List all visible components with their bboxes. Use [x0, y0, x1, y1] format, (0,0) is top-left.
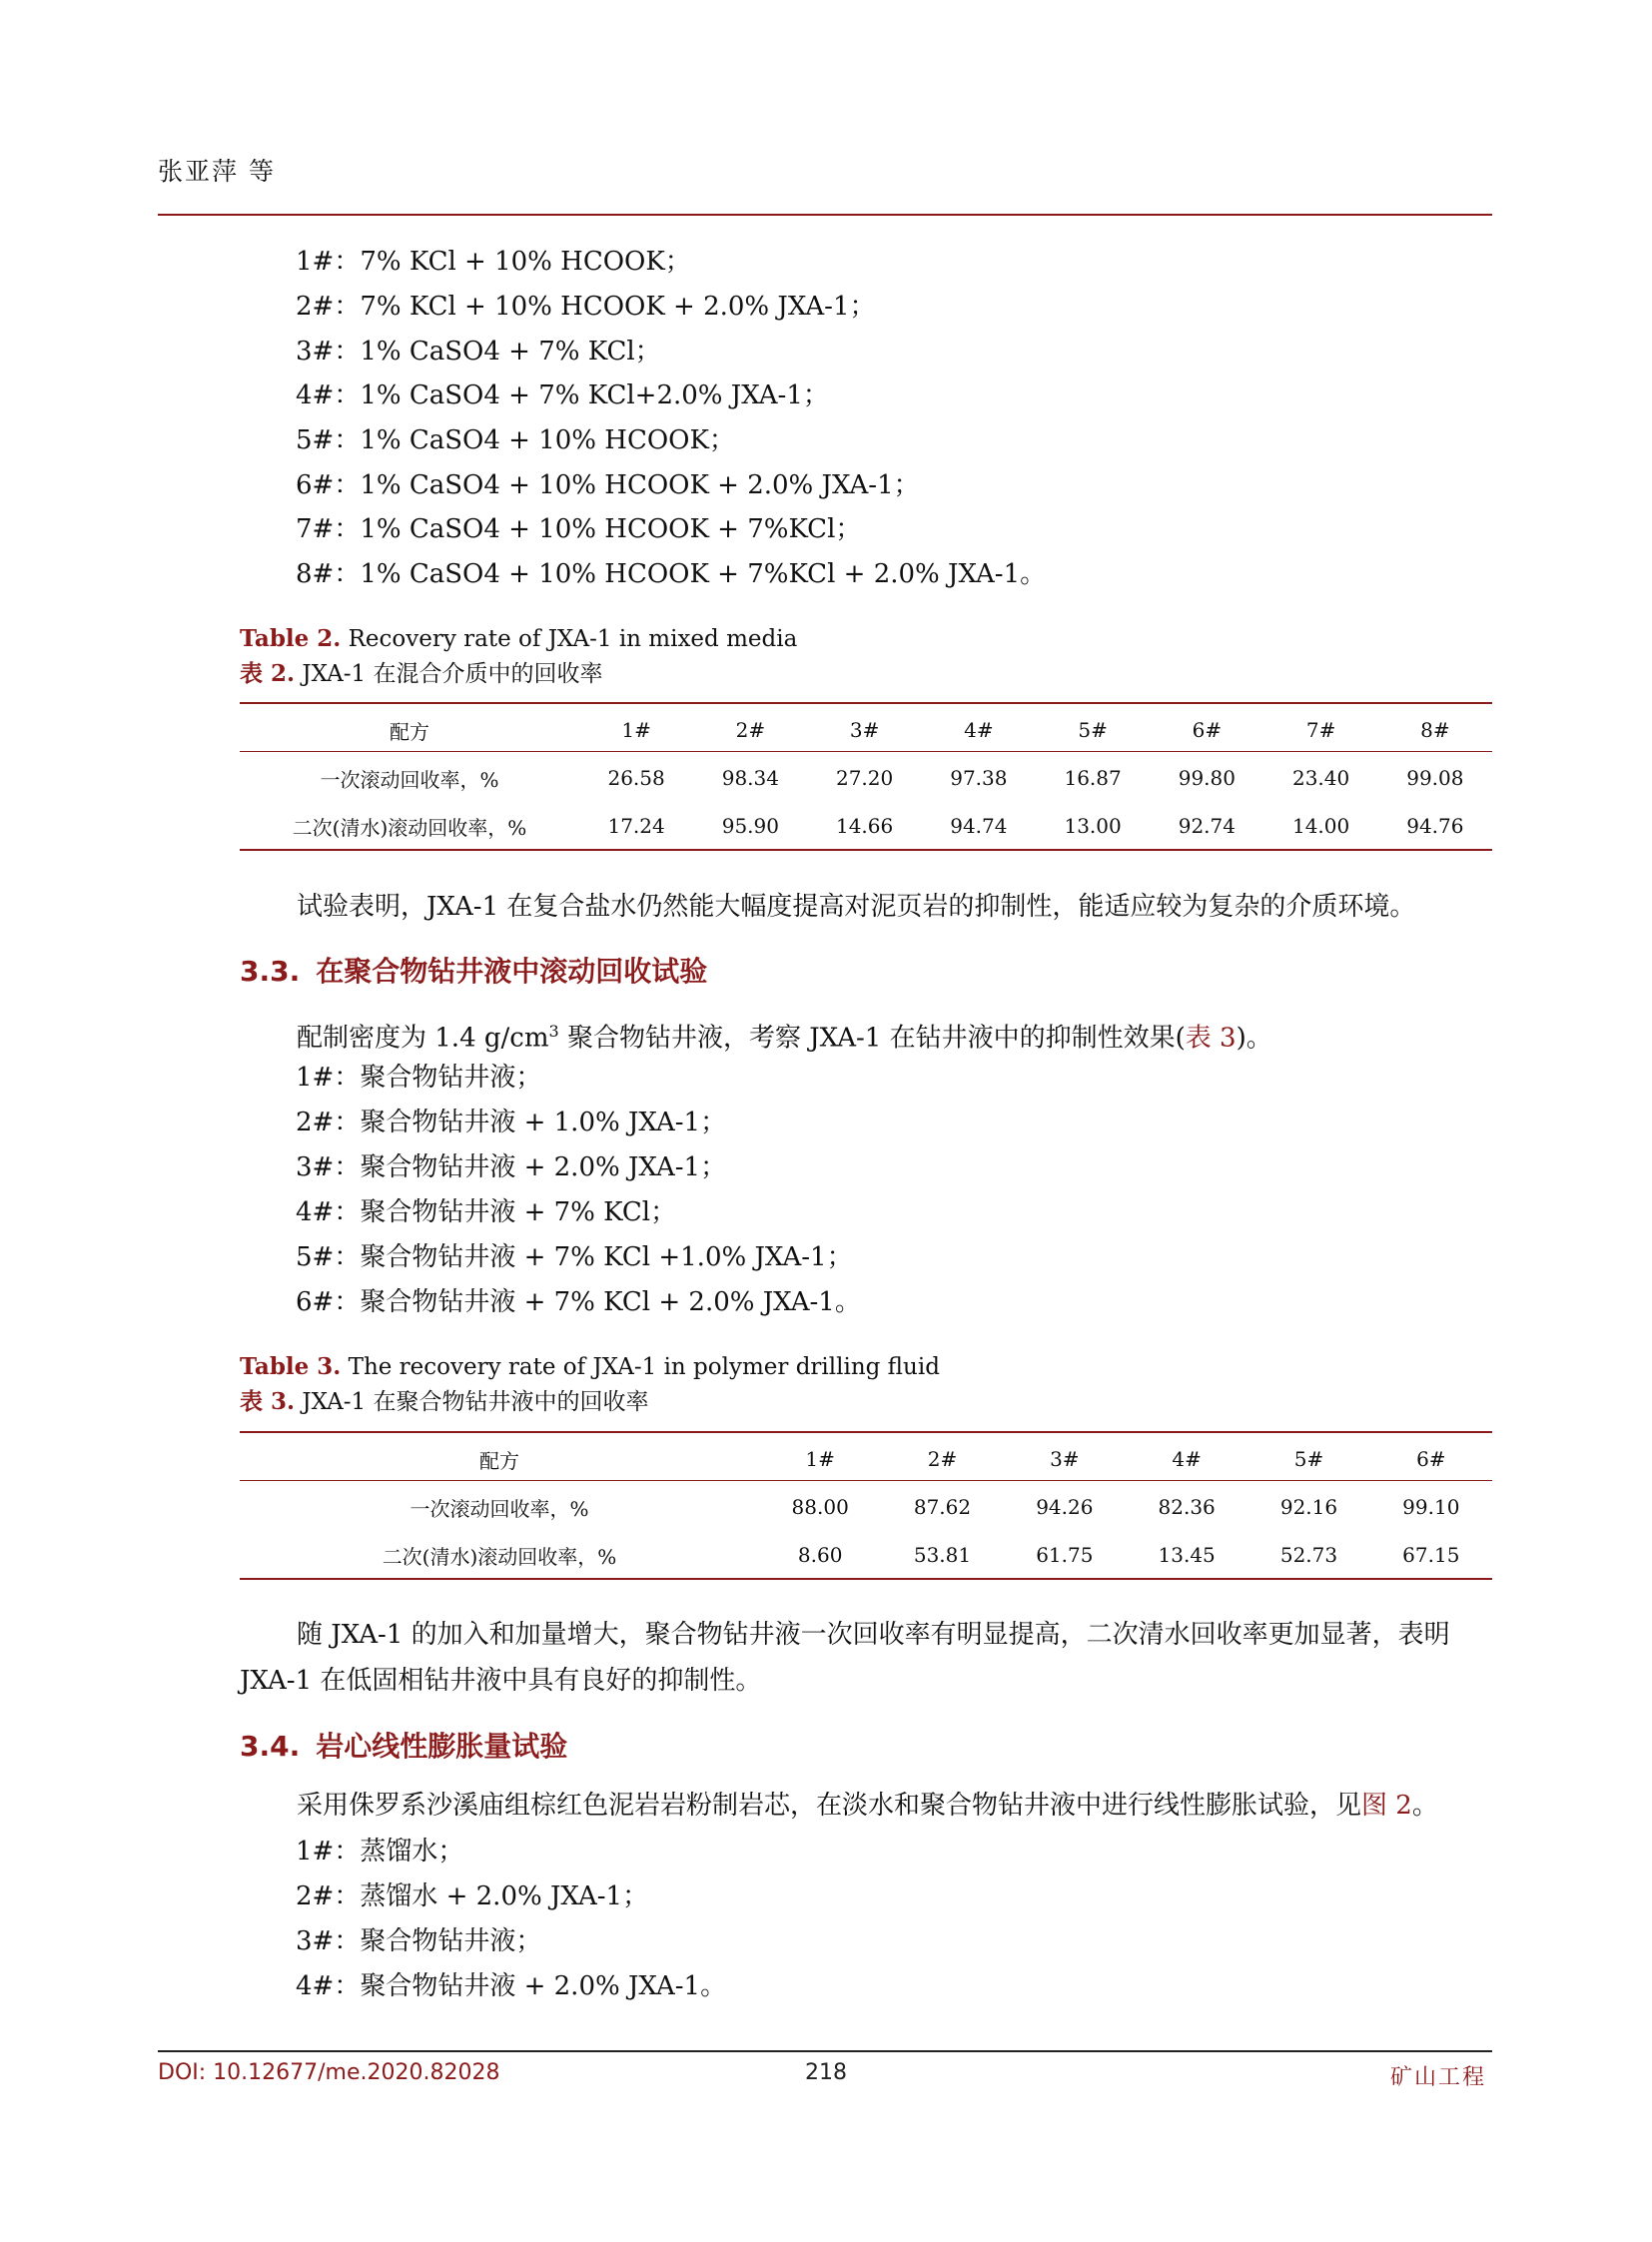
list-item: 1#：7% KCl + 10% HCOOK；	[296, 247, 691, 277]
table-cell: 92.16	[1279, 1495, 1338, 1519]
list-item: 1#：蒸馏水；	[296, 1837, 464, 1867]
list-item: 1#：聚合物钻井液；	[296, 1063, 542, 1093]
table-row	[240, 1535, 1492, 1575]
table-cell: 52.73	[1279, 1543, 1338, 1567]
table-header-cell: 8#	[1420, 718, 1450, 742]
table-row	[240, 1487, 1492, 1527]
table2-header-row	[240, 710, 1492, 750]
table-cell: 88.00	[791, 1495, 849, 1519]
table-header-cell: 5#	[1078, 718, 1108, 742]
table2-header-rule	[240, 751, 1492, 752]
table-cell: 97.38	[950, 766, 1008, 790]
running-header-author: 张亚萍 等	[158, 157, 276, 186]
table-cell: 67.15	[1402, 1543, 1460, 1567]
table-cell: 23.40	[1291, 766, 1350, 790]
table-cell: 99.80	[1178, 766, 1236, 790]
table-header-cell: 6#	[1192, 718, 1223, 742]
section-heading-3-3	[240, 950, 707, 990]
table-cell: 99.08	[1406, 766, 1464, 790]
body-paragraph: 配制密度为 1.4 $g/cm^3$ 聚合物钻井液，考察 JXA-1 在钻井液中的抑制性效果(表 3)。	[297, 1022, 1272, 1054]
table-cell: 8.60	[797, 1543, 843, 1567]
table-header-cell: 4#	[1172, 1447, 1202, 1471]
table-cell: 98.34	[721, 766, 779, 790]
table-header-cell: 3#	[849, 718, 880, 742]
table-cell: 13.00	[1064, 814, 1122, 838]
table-cell: 87.62	[913, 1495, 972, 1519]
table-cell: 一次滚动回收率，%	[320, 767, 499, 792]
table-cell: 61.75	[1036, 1543, 1094, 1567]
table-header-cell: 6#	[1416, 1447, 1446, 1471]
table-cell: 16.87	[1064, 766, 1122, 790]
section-title: 岩心线性膨胀量试验	[316, 1730, 568, 1763]
table-header-cell: 配方	[479, 1448, 519, 1473]
footer-doi[interactable]: DOI: 10.12677/me.2020.82028	[158, 2060, 500, 2085]
table-cell: 14.66	[835, 814, 894, 838]
figure-reference-link[interactable]: 图 2	[1361, 1791, 1412, 1821]
table2-top-rule	[240, 702, 1492, 704]
table3-caption-cn: 表 3. JXA-1 在聚合物钻井液中的回收率	[240, 1388, 649, 1415]
table-cell: 二次(清水)滚动回收率，%	[292, 815, 527, 840]
table2-bottom-rule	[240, 849, 1492, 851]
table-reference-link[interactable]: 表 3	[1185, 1023, 1237, 1054]
section-number: 3.3.	[240, 955, 301, 988]
list-item: 3#：聚合物钻井液 + 2.0% JXA-1；	[296, 1152, 727, 1182]
table-cell: 94.76	[1406, 814, 1464, 838]
list-item: 7#：1% CaSO4 + 10% HCOOK + 7%KCl；	[296, 514, 862, 544]
table-cell: 82.36	[1158, 1495, 1216, 1519]
table-cell: 一次滚动回收率，%	[410, 1496, 589, 1521]
list-item: 6#：1% CaSO4 + 10% HCOOK + 2.0% JXA-1；	[296, 470, 920, 500]
table-cell: 53.81	[913, 1543, 972, 1567]
list-item: 2#：蒸馏水 + 2.0% JXA-1；	[296, 1881, 649, 1911]
table3-top-rule	[240, 1431, 1492, 1433]
list-item: 2#：7% KCl + 10% HCOOK + 2.0% JXA-1；	[296, 292, 876, 322]
body-paragraph: 试验表明，JXA-1 在复合盐水仍然能大幅度提高对泥页岩的抑制性，能适应较为复杂的介质环境。	[297, 892, 1416, 922]
table3-caption-en: Table 3. The recovery rate of JXA-1 in polymer drilling fluid	[240, 1353, 940, 1380]
table-header-cell: 4#	[964, 718, 994, 742]
table-header-cell: 3#	[1050, 1447, 1080, 1471]
table-header-cell: 配方	[390, 719, 429, 744]
table-cell: 26.58	[607, 766, 665, 790]
section-heading-3-4	[240, 1725, 567, 1765]
list-item: 5#：1% CaSO4 + 10% HCOOK；	[296, 425, 735, 455]
list-item: 4#：聚合物钻井液 + 7% KCl；	[296, 1197, 677, 1227]
footer-divider	[158, 2050, 1492, 2052]
table-cell: 94.74	[950, 814, 1008, 838]
list-item: 4#：聚合物钻井液 + 2.0% JXA-1。	[296, 1971, 727, 2001]
table-header-cell: 2#	[927, 1447, 958, 1471]
page-number: 218	[805, 2060, 847, 2085]
section-title: 在聚合物钻井液中滚动回收试验	[316, 955, 708, 988]
table3-bottom-rule	[240, 1578, 1492, 1580]
table-cell: 92.74	[1178, 814, 1236, 838]
section-number: 3.4.	[240, 1730, 301, 1763]
table-cell: 95.90	[721, 814, 779, 838]
list-item: 6#：聚合物钻井液 + 7% KCl + 2.0% JXA-1。	[296, 1287, 861, 1317]
table3-header-rule	[240, 1480, 1492, 1481]
table-row	[240, 806, 1492, 846]
list-item: 3#：聚合物钻井液；	[296, 1926, 542, 1956]
table-header-cell: 5#	[1293, 1447, 1324, 1471]
table-header-cell: 2#	[735, 718, 766, 742]
table-cell: 13.45	[1158, 1543, 1216, 1567]
table-cell: 17.24	[607, 814, 665, 838]
table-cell: 99.10	[1402, 1495, 1460, 1519]
table-row	[240, 758, 1492, 798]
table-cell: 27.20	[835, 766, 894, 790]
header-divider	[158, 214, 1492, 216]
body-paragraph: 随 JXA-1 的加入和加量增大，聚合物钻井液一次回收率有明显提高，二次清水回收率更加显著，表明 JXA-1 在低固相钻井液中具有良好的抑制性。	[240, 1620, 1450, 1696]
list-item: 8#：1% CaSO4 + 10% HCOOK + 7%KCl + 2.0% JXA-1。	[296, 559, 1047, 589]
list-item: 5#：聚合物钻井液 + 7% KCl +1.0% JXA-1；	[296, 1242, 853, 1272]
table-cell: 二次(清水)滚动回收率，%	[382, 1544, 617, 1569]
table3-header-row	[240, 1439, 1492, 1479]
list-item: 3#：1% CaSO4 + 7% KCl；	[296, 337, 661, 367]
table-cell: 14.00	[1291, 814, 1350, 838]
list-item: 4#：1% CaSO4 + 7% KCl+2.0% JXA-1；	[296, 380, 829, 410]
table-header-cell: 1#	[621, 718, 651, 742]
journal-name: 矿山工程	[1390, 2065, 1487, 2090]
body-paragraph: 采用侏罗系沙溪庙组棕红色泥岩岩粉制岩芯，在淡水和聚合物钻井液中进行线性膨胀试验，见图 2。	[297, 1791, 1438, 1821]
table2-caption-en: Table 2. Recovery rate of JXA-1 in mixed media	[240, 625, 798, 652]
table-header-cell: 1#	[805, 1447, 835, 1471]
list-item: 2#：聚合物钻井液 + 1.0% JXA-1；	[296, 1108, 727, 1137]
table-cell: 94.26	[1036, 1495, 1094, 1519]
table2-caption-cn: 表 2. JXA-1 在混合介质中的回收率	[240, 660, 603, 687]
table-header-cell: 7#	[1305, 718, 1336, 742]
